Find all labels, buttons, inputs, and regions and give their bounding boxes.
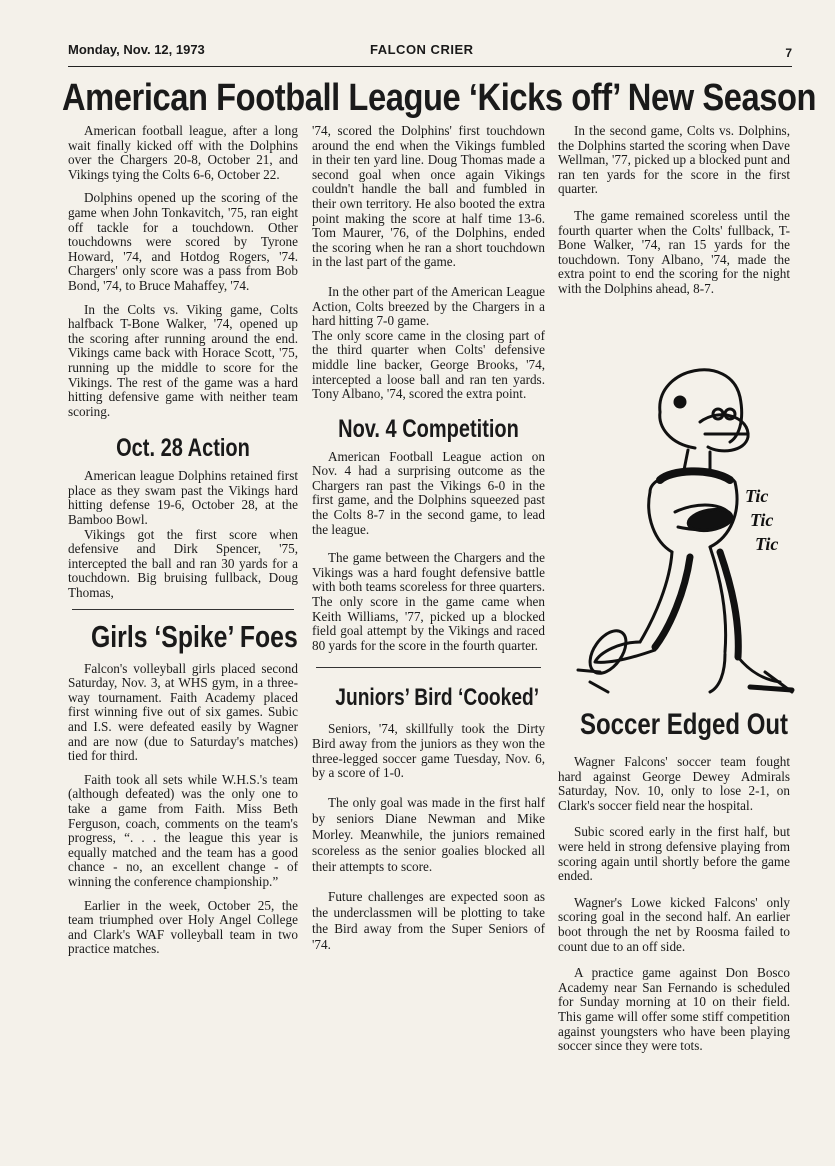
article-paragraph: The game remained scoreless until the fourth quarter when the Colts' fullback, T-Bone Walker, '74, ran 15 yards for the touchdown. Tony Albano, '74, made the extra point to end the scoring for the night with the Dolphins ahead, 8-7.	[558, 207, 790, 296]
main-headline: American Football League ‘Kicks off’ New Season	[62, 77, 817, 119]
article-paragraph: Subic scored early in the first half, but were held in strong defensive playing from scoring again until shortly before the game ended.	[558, 824, 790, 884]
article-paragraph: Wagner Falcons' soccer team fought hard against George Dewey Admirals Saturday, Nov. 10, only to lose 2-1, on Clark's soccer field near the hospital.	[558, 754, 790, 813]
article-paragraph: '74, scored the Dolphins' first touchdown around the end when the Vikings fumbled in their ten yard line. Doug Thomas made a second goal when once again Vikings couldn't handle the ball and fumbled in their own territory. He also booted the extra point making the score at half time 13-6. Tom Maurer, '76, of the Dolphins, ended the scoring when he ran a short touchdown in the last part of the game.	[312, 123, 545, 270]
subhead-soccer-edged-out: Soccer Edged Out	[580, 708, 789, 741]
sound-effect-text: Tic	[745, 486, 769, 506]
article-paragraph: A practice game against Don Bosco Academy near San Fernando is scheduled for Sunday morning at 10 on their field. This game will offer some stiff competition against youngsters who have been playing soccer since they were tots.	[558, 965, 790, 1054]
soccer-article	[558, 755, 790, 1063]
article-paragraph: In the other part of the American League Action, Colts breezed by the Chargers in a hard hitting 7-0 game.	[312, 283, 545, 329]
article-paragraph: Dolphins opened up the scoring of the game when John Tonkavitch, '75, ran eight off tackle for a touchdown. Other touchdowns were scored by Tyrone Howard, '74, and Hotdog Rogers, '74. Chargers' only score was a pass from Bob Bond, '74, to Bruce Mahaffey, '74.	[68, 190, 298, 293]
article-paragraph: In the Colts vs. Viking game, Colts halfback T-Bone Walker, '74, opened up the scoring after running around the end. Vikings came back with Horace Scott, '75, running up the middle to score for the Vikings. The rest of the game was a hard hitting defensive game with neither team scoring.	[68, 301, 298, 419]
article-paragraph: Future challenges are expected soon as the underclassmen will be plotting to take the Bird away from the Super Seniors of '74.	[312, 888, 545, 952]
article-paragraph: American Football League action on Nov. 4 had a surprising outcome as the Chargers ran past the Vikings 6-0 in the first game, and the Dolphins squeezed past the Colts 8-7 in the second game, to lead the league.	[312, 448, 545, 537]
subhead-girls-spike: Girls ‘Spike’ Foes	[91, 618, 298, 654]
subhead-oct-28: Oct. 28 Action	[116, 434, 250, 463]
subhead-nov-4: Nov. 4 Competition	[338, 414, 519, 443]
article-paragraph: Vikings got the first score when defensive and Dirk Spencer, '75, intercepted the ball and ran 30 yards for a touchdown. Big bruising fullback, Doug Thomas,	[68, 526, 298, 601]
column-3	[558, 124, 790, 306]
page-number: 7	[785, 46, 792, 60]
newspaper-name: FALCON CRIER	[370, 42, 474, 57]
article-paragraph: American league Dolphins retained first place as they swam past the Vikings hard hitting defense 19-6, October 28, at the Bamboo Bowl.	[68, 468, 298, 528]
article-paragraph: The only score came in the closing part of the third quarter when Colts' defensive middle line backer, George Brooks, '74, intercepted a loose ball and ran ten yards. Tony Albano, '74, scored the extra point.	[312, 327, 545, 402]
article-paragraph: Faith took all sets while W.H.S.'s team (although defeated) was the only one to take a game from Faith. Miss Beth Ferguson, coach, comments on the team's progress, “. . . the league this year is equally matched and the team has a good chance - no, an excellent change - of winning the conference championship.”	[68, 771, 298, 889]
article-paragraph: The game between the Chargers and the Vikings was a hard fought defensive battle with both teams scoreless for three quarters. The only score in the game came when Keith Williams, '77, picked up a blocked field goal attempt by the Vikings and raced 80 yards for the score in the fourth quarter.	[312, 550, 545, 653]
article-paragraph: Wagner's Lowe kicked Falcons' only scoring goal in the second half. An earlier boot through the net by Roosma failed to count due to an off side.	[558, 894, 790, 954]
column-2	[312, 124, 545, 962]
article-paragraph: Falcon's volleyball girls placed second Saturday, Nov. 3, at WHS gym, in a three-way tournament. Faith Academy placed first winning five out of six games. Subic and I.S. were defeated easily by Wagner and are now (due to Saturday's matches) tied for third.	[68, 660, 298, 764]
article-paragraph: Seniors, '74, skillfully took the Dirty Bird away from the juniors as they won the three-legged soccer game Tuesday, Nov. 6, by a score of 1-0.	[312, 721, 545, 781]
subhead-juniors-bird: Juniors’ Bird ‘Cooked’	[335, 684, 540, 712]
sound-effect-text: Tic	[755, 534, 779, 554]
column-1	[68, 124, 298, 966]
sound-effect-text: Tic	[750, 510, 774, 530]
article-paragraph: American football league, after a long wait finally kicked off with the Dolphins over the Chargers 20-8, October 21, and Vikings tying the Colts 6-6, October 22.	[68, 123, 298, 182]
section-divider	[72, 609, 294, 610]
article-paragraph: Earlier in the week, October 25, the team triumphed over Holy Angel College and Clark's WAF volleyball team in two practice matches.	[68, 897, 298, 957]
football-player-cartoon	[560, 352, 795, 707]
masthead	[68, 40, 792, 67]
issue-date: Monday, Nov. 12, 1973	[68, 42, 205, 57]
section-divider	[316, 667, 541, 668]
article-paragraph: In the second game, Colts vs. Dolphins, the Dolphins started the scoring when Dave Wellman, '77, picked up a blocked punt and ran ten yards for the score in the first quarter.	[558, 123, 790, 197]
article-paragraph: The only goal was made in the first half by seniors Diane Newman and Mike Morley. Meanwhile, the juniors remained scoreless as the senior goalies blocked all their attempts to score.	[312, 794, 545, 874]
